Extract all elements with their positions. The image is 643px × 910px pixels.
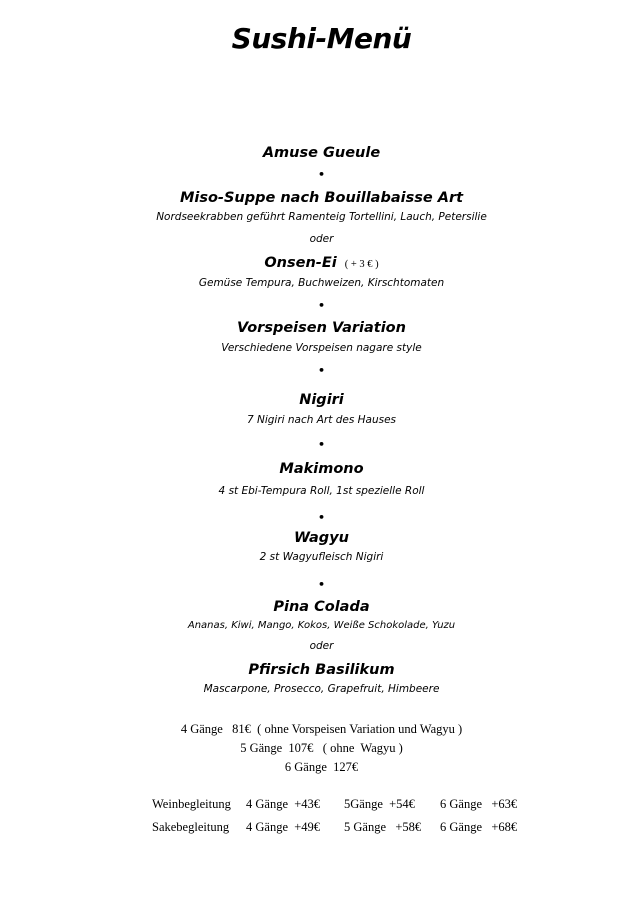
course-wagyu-description: 2 st Wagyufleisch Nigiri (259, 551, 384, 563)
course-nigiri: Nigiri (299, 392, 344, 408)
wine-pairing-4-courses: 4 Gänge +43€ (246, 797, 321, 811)
course-pfirsich-basilikum-description: Mascarpone, Prosecco, Grapefruit, Himbeere (203, 683, 440, 695)
separator-dot: • (317, 364, 326, 377)
course-wagyu: Wagyu (294, 530, 349, 546)
course-miso-suppe-description: Nordseekrabben geführt Ramenteig Tortellini, Lauch, Petersilie (156, 211, 487, 223)
or-label: oder (309, 640, 334, 652)
course-amuse-gueule: Amuse Gueule (262, 145, 381, 161)
course-nigiri-description: 7 Nigiri nach Art des Hauses (246, 414, 397, 426)
wine-pairing-label: Weinbegleitung (152, 797, 231, 811)
course-onsen-ei-surcharge: ( + 3 € ) (344, 259, 379, 270)
course-pina-colada: Pina Colada (273, 599, 370, 615)
sake-pairing-6-courses: 6 Gänge +68€ (440, 820, 518, 834)
price-6-courses: 6 Gänge 127€ (284, 760, 359, 774)
course-pina-colada-description: Ananas, Kiwi, Mango, Kokos, Weiße Schokolade, Yuzu (187, 620, 456, 631)
separator-dot: • (317, 511, 326, 524)
wine-pairing-5-courses: 5Gänge +54€ (344, 797, 415, 811)
menu-title: Sushi-Menü (231, 22, 412, 55)
sake-pairing-4-courses: 4 Gänge +49€ (246, 820, 321, 834)
price-4-courses: 4 Gänge 81€ ( ohne Vorspeisen Variation und Wagyu ) (180, 722, 463, 736)
separator-dot: • (317, 578, 326, 591)
sake-pairing-5-courses: 5 Gänge +58€ (344, 820, 422, 834)
sake-pairing-label: Sakebegleitung (152, 820, 230, 834)
course-onsen-ei-name: Onsen-Ei (264, 255, 337, 271)
or-label: oder (309, 233, 334, 245)
separator-dot: • (317, 299, 326, 312)
course-vorspeisen-variation-description: Verschiedene Vorspeisen nagare style (221, 342, 422, 354)
course-onsen-ei-description: Gemüse Tempura, Buchweizen, Kirschtomaten (198, 277, 445, 289)
course-makimono: Makimono (279, 461, 364, 477)
separator-dot: • (317, 168, 326, 181)
price-5-courses: 5 Gänge 107€ ( ohne Wagyu ) (240, 741, 403, 755)
course-onsen-ei (0, 255, 643, 271)
wine-pairing-6-courses: 6 Gänge +63€ (440, 797, 518, 811)
course-vorspeisen-variation: Vorspeisen Variation (237, 320, 406, 336)
course-miso-suppe: Miso-Suppe nach Bouillabaisse Art (179, 190, 464, 206)
course-pfirsich-basilikum: Pfirsich Basilikum (248, 662, 395, 678)
course-makimono-description: 4 st Ebi-Tempura Roll, 1st spezielle Roll (218, 485, 425, 497)
separator-dot: • (317, 438, 326, 451)
